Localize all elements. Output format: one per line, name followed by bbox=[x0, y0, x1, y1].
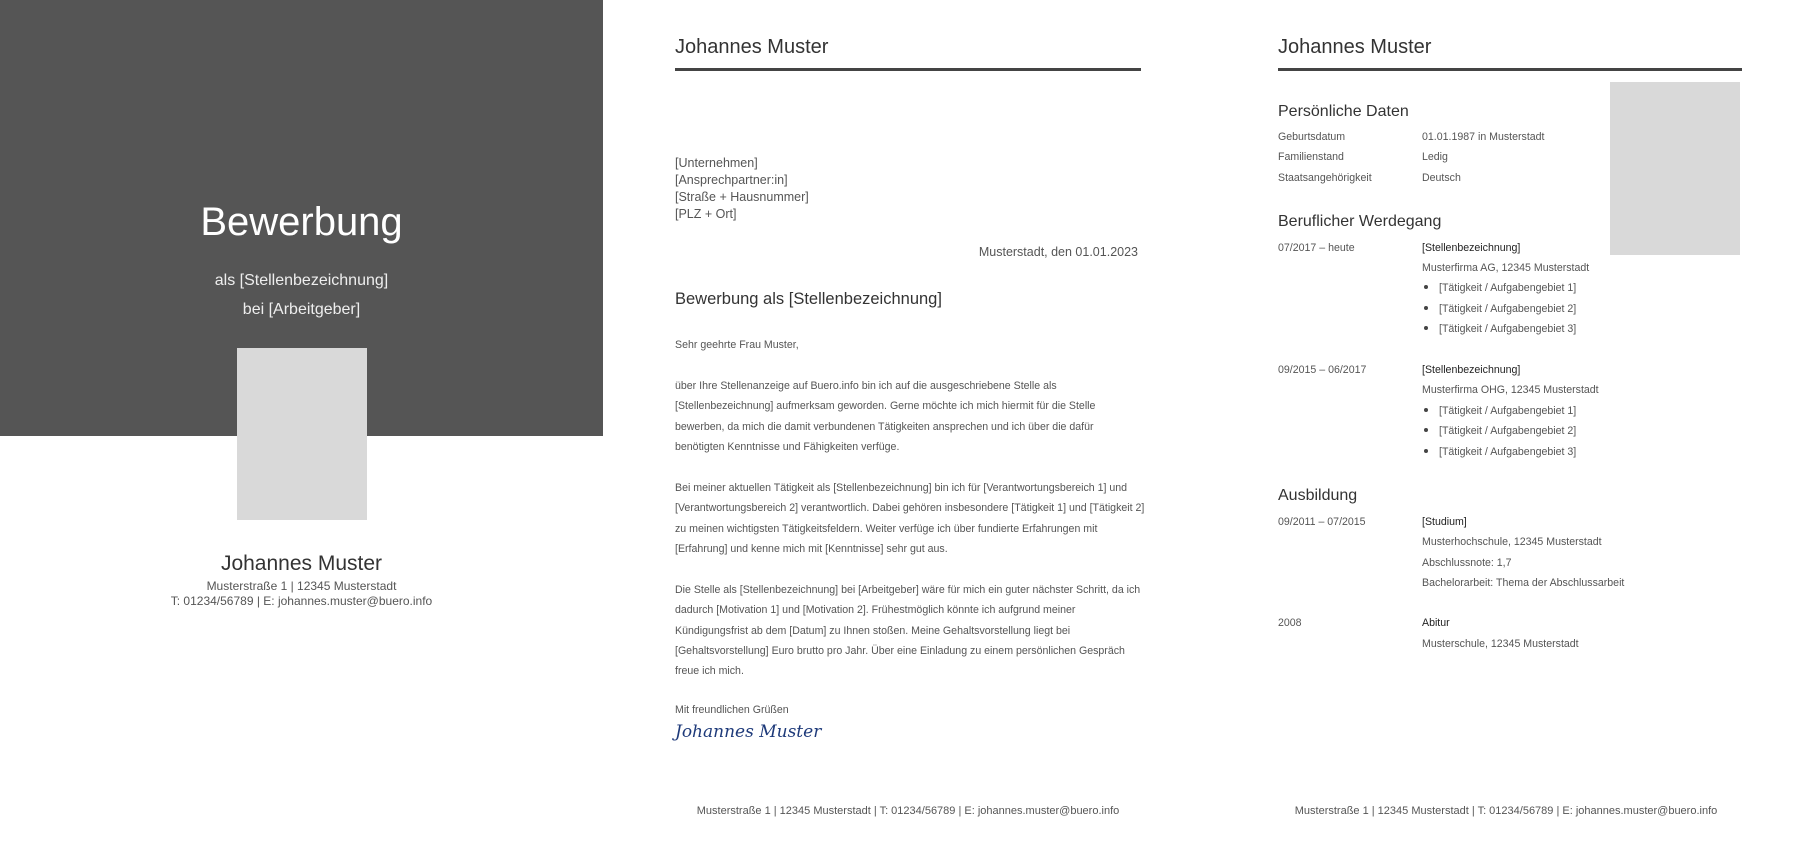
entry-detail: Musterhochschule, 12345 Musterstadt bbox=[1422, 536, 1602, 548]
entry-detail: Bachelorarbeit: Thema der Abschlussarbeit bbox=[1422, 577, 1625, 589]
entry-period: 09/2015 – 06/2017 bbox=[1278, 364, 1367, 376]
bullet-item bbox=[1422, 405, 1576, 417]
recipient-line: [PLZ + Ort] bbox=[675, 207, 737, 221]
bullet-dot bbox=[1424, 449, 1428, 453]
cover-address: Musterstraße 1 | 12345 Musterstadt bbox=[206, 579, 397, 593]
entry-period: 09/2011 – 07/2015 bbox=[1278, 516, 1366, 528]
cover-employer-line: bei [Arbeitgeber] bbox=[242, 301, 361, 318]
bullet-dot bbox=[1424, 408, 1428, 412]
entry-detail: Abschlussnote: 1,7 bbox=[1422, 557, 1512, 569]
entry-title: Abitur bbox=[1422, 617, 1450, 629]
bullet-dot bbox=[1424, 326, 1428, 330]
entry-title: [Studium] bbox=[1422, 516, 1467, 528]
row-label: Staatsangehörigkeit bbox=[1278, 172, 1372, 184]
bullet-text: [Tätigkeit / Aufgabengebiet 3] bbox=[1439, 446, 1577, 458]
letter-footer: Musterstraße 1 | 12345 Musterstadt | T: 01234/56789 | E: johannes.muster@buero.info bbox=[696, 805, 1120, 817]
bullet-item bbox=[1422, 282, 1576, 294]
applicant-photo-placeholder bbox=[237, 348, 367, 520]
cover-page bbox=[0, 0, 603, 848]
entry-period: 07/2017 – heute bbox=[1278, 242, 1355, 254]
bullet-text: [Tätigkeit / Aufgabengebiet 3] bbox=[1439, 323, 1577, 335]
section-heading-education: Ausbildung bbox=[1278, 487, 1358, 504]
cv-page bbox=[1206, 0, 1800, 848]
cover-title: Bewerbung bbox=[200, 200, 403, 244]
recipient-line: [Unternehmen] bbox=[675, 156, 758, 170]
cover-contact: T: 01234/56789 | E: johannes.muster@buero.info bbox=[170, 594, 433, 608]
letter-header-name: Johannes Muster bbox=[675, 36, 829, 58]
row-value: Deutsch bbox=[1422, 172, 1461, 184]
applicant-photo-placeholder bbox=[1610, 82, 1740, 255]
entry-company: Musterfirma AG, 12345 Musterstadt bbox=[1422, 262, 1590, 274]
bullet-dot bbox=[1424, 285, 1428, 289]
row-label: Geburtsdatum bbox=[1278, 131, 1346, 143]
entry-period: 2008 bbox=[1278, 617, 1302, 629]
section-heading-career: Beruflicher Werdegang bbox=[1278, 213, 1442, 230]
letter-paragraph: Die Stelle als [Stellenbezeichnung] bei [Arbeitgeber] wäre für mich ein guter nächster Schritt, da ich dadurch [Motivation 1] und [Motivation 2]. Frühestmöglich könnte ich aufgrund meiner Kündigungsfrist ab dem [Datum] zu Ihnen stoßen. Meine Gehaltsvorstellung liegt bei [Gehaltsvorstellung] Euro brutto pro Jahr. Über eine Einladung zu einem persönlichen Gespräch freue ich mich. bbox=[675, 584, 1141, 678]
bullet-dot bbox=[1424, 306, 1428, 310]
row-label: Familienstand bbox=[1278, 151, 1344, 163]
handwritten-signature: Johannes Muster bbox=[675, 722, 822, 742]
row-value: 01.01.1987 in Musterstadt bbox=[1422, 131, 1545, 143]
cover-applicant-name: Johannes Muster bbox=[220, 552, 383, 575]
recipient-line: [Ansprechpartner:in] bbox=[675, 173, 788, 187]
entry-detail: Musterschule, 12345 Musterstadt bbox=[1422, 638, 1579, 650]
row-value: Ledig bbox=[1422, 151, 1448, 163]
letter-paragraph: über Ihre Stellenanzeige auf Buero.info bin ich auf die ausgeschriebene Stelle als [Stellenbezeichnung] aufmerksam geworden. Gerne möchte ich mich hiermit für die Stelle bewerben, da mich die damit verbundenen Tätigkeiten ansprechen und ich über die dafür benötigten Kenntnisse und Fähigkeiten verfüge. bbox=[675, 380, 1096, 453]
bullet-item bbox=[1422, 303, 1576, 315]
bullet-dot bbox=[1424, 428, 1428, 432]
letter-subject: Bewerbung als [Stellenbezeichnung] bbox=[675, 290, 942, 308]
bullet-item bbox=[1422, 446, 1576, 458]
cv-header-name: Johannes Muster bbox=[1278, 36, 1432, 58]
bullet-text: [Tätigkeit / Aufgabengebiet 2] bbox=[1439, 303, 1577, 315]
entry-title: [Stellenbezeichnung] bbox=[1422, 364, 1521, 376]
header-divider bbox=[675, 68, 1141, 71]
bullet-item bbox=[1422, 425, 1576, 437]
entry-title: [Stellenbezeichnung] bbox=[1422, 242, 1521, 254]
entry-company: Musterfirma OHG, 12345 Musterstadt bbox=[1422, 384, 1599, 396]
bullet-text: [Tätigkeit / Aufgabengebiet 1] bbox=[1439, 405, 1577, 417]
cover-position-line: als [Stellenbezeichnung] bbox=[214, 272, 389, 289]
header-divider bbox=[1278, 68, 1742, 71]
letter-paragraph: Bei meiner aktuellen Tätigkeit als [Stellenbezeichnung] bin ich für [Verantwortungsbereich 1] und [Verantwortungsbereich 2] verantwortlich. Dabei gehören insbesondere [Tätigkeit 1] und [Tätigkeit 2] zu meinen wichtigsten Tätigkeitsfeldern. Weiter verfüge ich über fundierte Erfahrungen mit [Erfahrung] und kenne mich mit [Kenntnisse] sehr gut aus. bbox=[675, 482, 1145, 555]
letter-salutation: Sehr geehrte Frau Muster, bbox=[675, 339, 799, 351]
section-heading-personal: Persönliche Daten bbox=[1278, 103, 1409, 120]
recipient-line: [Straße + Hausnummer] bbox=[675, 190, 809, 204]
recipient-address bbox=[675, 155, 809, 223]
bullet-text: [Tätigkeit / Aufgabengebiet 2] bbox=[1439, 425, 1577, 437]
letter-date: Musterstadt, den 01.01.2023 bbox=[978, 245, 1138, 259]
bullet-item bbox=[1422, 323, 1576, 335]
letter-closing: Mit freundlichen Grüßen bbox=[675, 704, 789, 716]
cv-footer: Musterstraße 1 | 12345 Musterstadt | T: 01234/56789 | E: johannes.muster@buero.info bbox=[1294, 805, 1718, 817]
cover-letter-page bbox=[603, 0, 1206, 848]
bullet-text: [Tätigkeit / Aufgabengebiet 1] bbox=[1439, 282, 1577, 294]
